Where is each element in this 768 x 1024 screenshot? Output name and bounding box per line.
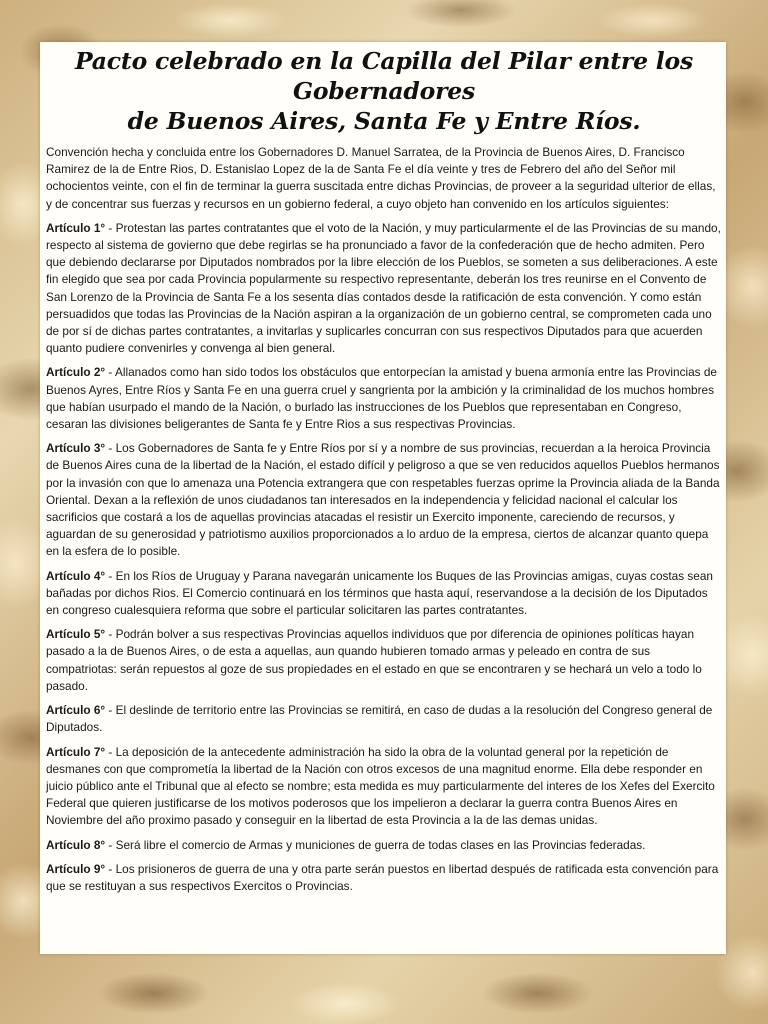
article-label: Artículo 1° [46, 220, 106, 235]
article-7 [46, 744, 722, 830]
article-label: Artículo 7° [46, 744, 106, 759]
article-label: Artículo 2° [46, 365, 106, 380]
article-text: - Podrán bolver a sus respectivas Provincias aquellos individuos que por diferencia de opiniones políticas hayan pasado a la de Buenos Aires, o de esta a aquellas, aun quando hubieren tomado armas y peleado en contra de sus compatriotas: serán repuestos al goze de sus propiedades en el estado en que se encontraren y se hechará un velo a todo lo pasado. [46, 627, 702, 693]
article-2 [46, 364, 722, 433]
article-label: Artículo 5° [46, 627, 106, 642]
article-text: - Allanados como han sido todos los obstáculos que entorpecían la amistad y buena armonía entre las Provincias de Buenos Ayres, Entre Ríos y Santa Fe en una guerra cruel y sangrienta por la ambición y la criminalidad de los muchos hombres que habían usurpado el mando de la Nación, o burlado las instrucciones de los Pueblos que representaban en Congreso, cesaran las divisiones beligerantes de Santa fe y Entre Rios a sus respectivas Provincias. [46, 365, 717, 432]
article-label: Artículo 6° [46, 703, 106, 718]
title-line-2: de Buenos Aires, Santa Fe y Entre Ríos. [127, 107, 641, 135]
article-text: - Protestan las partes contratantes que el voto de la Nación, y muy particularmente el de las Provincias de su mando, respecto al sistema de govierno que debe regirlas se ha pronunciado a favor de la confederación que de hecho admiten. Pero que debiendo declararse por Diputados nombrados por la libre elección de los Pueblos, se someten a sus deliberaciones. A este fin elegido que sea por cada Provincia popularmente su respectivo representante, deberán los tres reunirse en el Convento de San Lorenzo de la Provincia de Santa Fe a los sesenta días contados desde la ratificación de esta convención. Y como están persuadidos que todas las Provincias de la Nación aspiran a la organización de un gobierno central, se comprometen cada uno de por sí de dichas partes contratantes, a invitarlas y suplicarles concurran con sus respectivos Diputados para que acuerden quanto pudiere convenirles y convenga al bien general. [46, 220, 721, 356]
article-label: Artículo 8° [46, 837, 106, 852]
article-text: - Será libre el comercio de Armas y municiones de guerra de todas clases en las Provincias federadas. [105, 837, 646, 852]
article-1 [46, 220, 722, 358]
intro-paragraph: Convención hecha y concluida entre los Gobernadores D. Manuel Sarratea, de la Provincia de Buenos Aires, D. Francisco Ramirez de la de Entre Rios, D. Estanislao Lopez de la de Santa Fe el día veinte y tres de Febrero del año del Señor mil ochocientos veinte, con el fin de terminar la guerra suscitada entre dichas Provincias, de proveer a la seguridad ulterior de ellas, y de concentrar sus fuerzas y recursos en un gobierno federal, a cuyo objeto han convenido en los artículos siguientes: [46, 145, 716, 211]
article-3 [46, 440, 722, 560]
article-label: Artículo 3° [46, 441, 106, 456]
article-label: Artículo 9° [46, 861, 106, 876]
document-title [46, 46, 722, 136]
article-text: - En los Ríos de Uruguay y Parana navegarán unicamente los Buques de las Provincias amigas, cuyas costas sean bañadas por dichos Rios. El Comercio continuará en los términos que hasta aquí, reservandose a la decisión de los Diputados en congreso cualesquiera reforma que sobre el particular solicitaren las partes contratantes. [46, 568, 713, 618]
article-text: - El deslinde de territorio entre las Provincias se remitirá, en caso de dudas a la resolución del Congreso general de Diputados. [46, 703, 713, 735]
article-4 [46, 568, 722, 620]
article-6 [46, 702, 722, 736]
article-5 [46, 626, 722, 695]
article-text: - Los prisioneros de guerra de una y otra parte serán puestos en libertad después de ratificada esta convención para que se restituyan a sus respectivos Exercitos o Provincias. [46, 861, 719, 893]
article-9 [46, 861, 722, 895]
article-text: - Los Gobernadores de Santa fe y Entre Ríos por sí y a nombre de sus provincias, recuerdan a la heroica Provincia de Buenos Aires cuna de la libertad de la Nación, el estado difícil y peligroso a que se ven reducidos aquellos Pueblos hermanos por la invasión con que lo amenaza una Potencia extrangera que con respetables fuerzas oprime la Provincia aliada de la Banda Oriental. Dexan a la reflexión de unos ciudadanos tan interesados en la independencia y felicidad nacional el calcular los sacrificios que costará a los de aquellas provincias atacadas el resistir un Exercito imponente, careciendo de recursos, y aguardan de su generosidad y patriotismo auxilios proporcionados a lo arduo de la empresa, ciertos de alcanzar quanto quepa en la esfera de lo posible. [46, 441, 720, 559]
article-text: - La deposición de la antecedente administración ha sido la obra de la voluntad general por la repetición de desmanes con que comprometía la libertad de la Nación con otros excesos de una magnitud enorme. Ella debe responder en juicio público ante el Tribunal que al efecto se nombre; esta medida es muy particularmente del interes de los Xefes del Exercito Federal que quieren justificarse de los motivos poderosos que los impelieron a declarar la guerra contra Buenos Aires en Noviembre del año proximo pasado y conseguir en la libertad de esta Provincia a la de las demas unidas. [46, 744, 715, 828]
article-8 [46, 837, 722, 854]
document-page [40, 42, 726, 954]
article-label: Artículo 4° [46, 568, 106, 583]
title-line-1: Pacto celebrado en la Capilla del Pilar entre los Gobernadores [74, 47, 694, 105]
